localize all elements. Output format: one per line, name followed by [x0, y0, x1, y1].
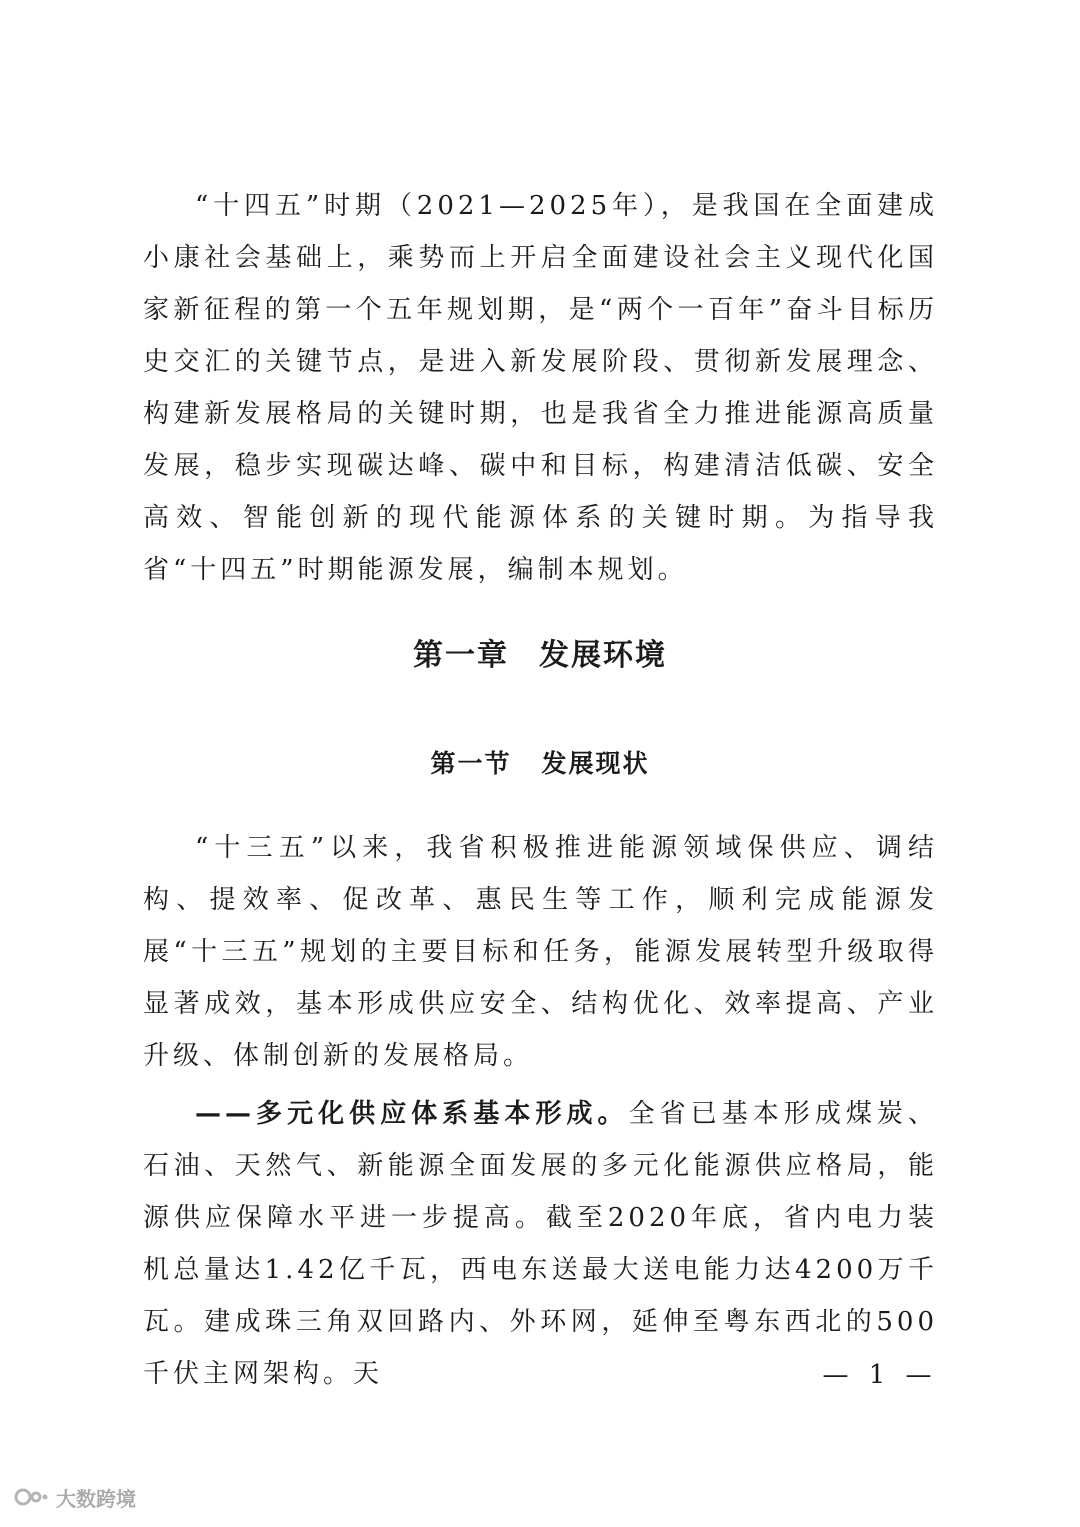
supply-paragraph — [143, 1088, 938, 1400]
watermark — [14, 1482, 136, 1512]
status-paragraph: “十三五”以来，我省积极推进能源领域保供应、调结构、提效率、促改革、惠民生等工作，顺利完成能源发展“十三五”规划的主要目标和任务，能源发展转型升级取得显著成效，基本形成供应安全、结构优化、效率提高、产业升级、体制创新的发展格局。 — [143, 833, 938, 1071]
logo-icon — [14, 1485, 50, 1509]
section-number: 第一节 — [430, 749, 512, 778]
supply-lead: ——多元化供应体系基本形成。 — [195, 1099, 629, 1129]
section-title: 发展现状 — [541, 749, 650, 778]
section-heading — [0, 744, 1080, 780]
supply-body: 全省已基本形成煤炭、石油、天然气、新能源全面发展的多元化能源供应格局，能源供应保障水平进一步提高。截至2020年底，省内电力装机总量达1.42亿千瓦，西电东送最大送电能力达4200万千瓦。建成珠三角双回路内、外环网，延伸至粤东西北的500千伏主网架构。天 — [143, 1099, 938, 1389]
page-number: — 1 — — [822, 1360, 938, 1390]
chapter-title: 发展环境 — [539, 638, 667, 673]
chapter-heading — [0, 630, 1080, 674]
watermark-text: 大数跨境 — [56, 1486, 136, 1511]
chapter-number: 第一章 — [413, 638, 509, 673]
intro-paragraph: “十四五”时期（2021—2025年），是我国在全面建成小康社会基础上，乘势而上开启全面建设社会主义现代化国家新征程的第一个五年规划期，是“两个一百年”奋斗目标历史交汇的关键节点，是进入新发展阶段、贯彻新发展理念、构建新发展格局的关键时期，也是我省全力推进能源高质量发展，稳步实现碳达峰、碳中和目标，构建清洁低碳、安全高效、智能创新的现代能源体系的关键时期。为指导我省“十四五”时期能源发展，编制本规划。 — [143, 191, 938, 585]
